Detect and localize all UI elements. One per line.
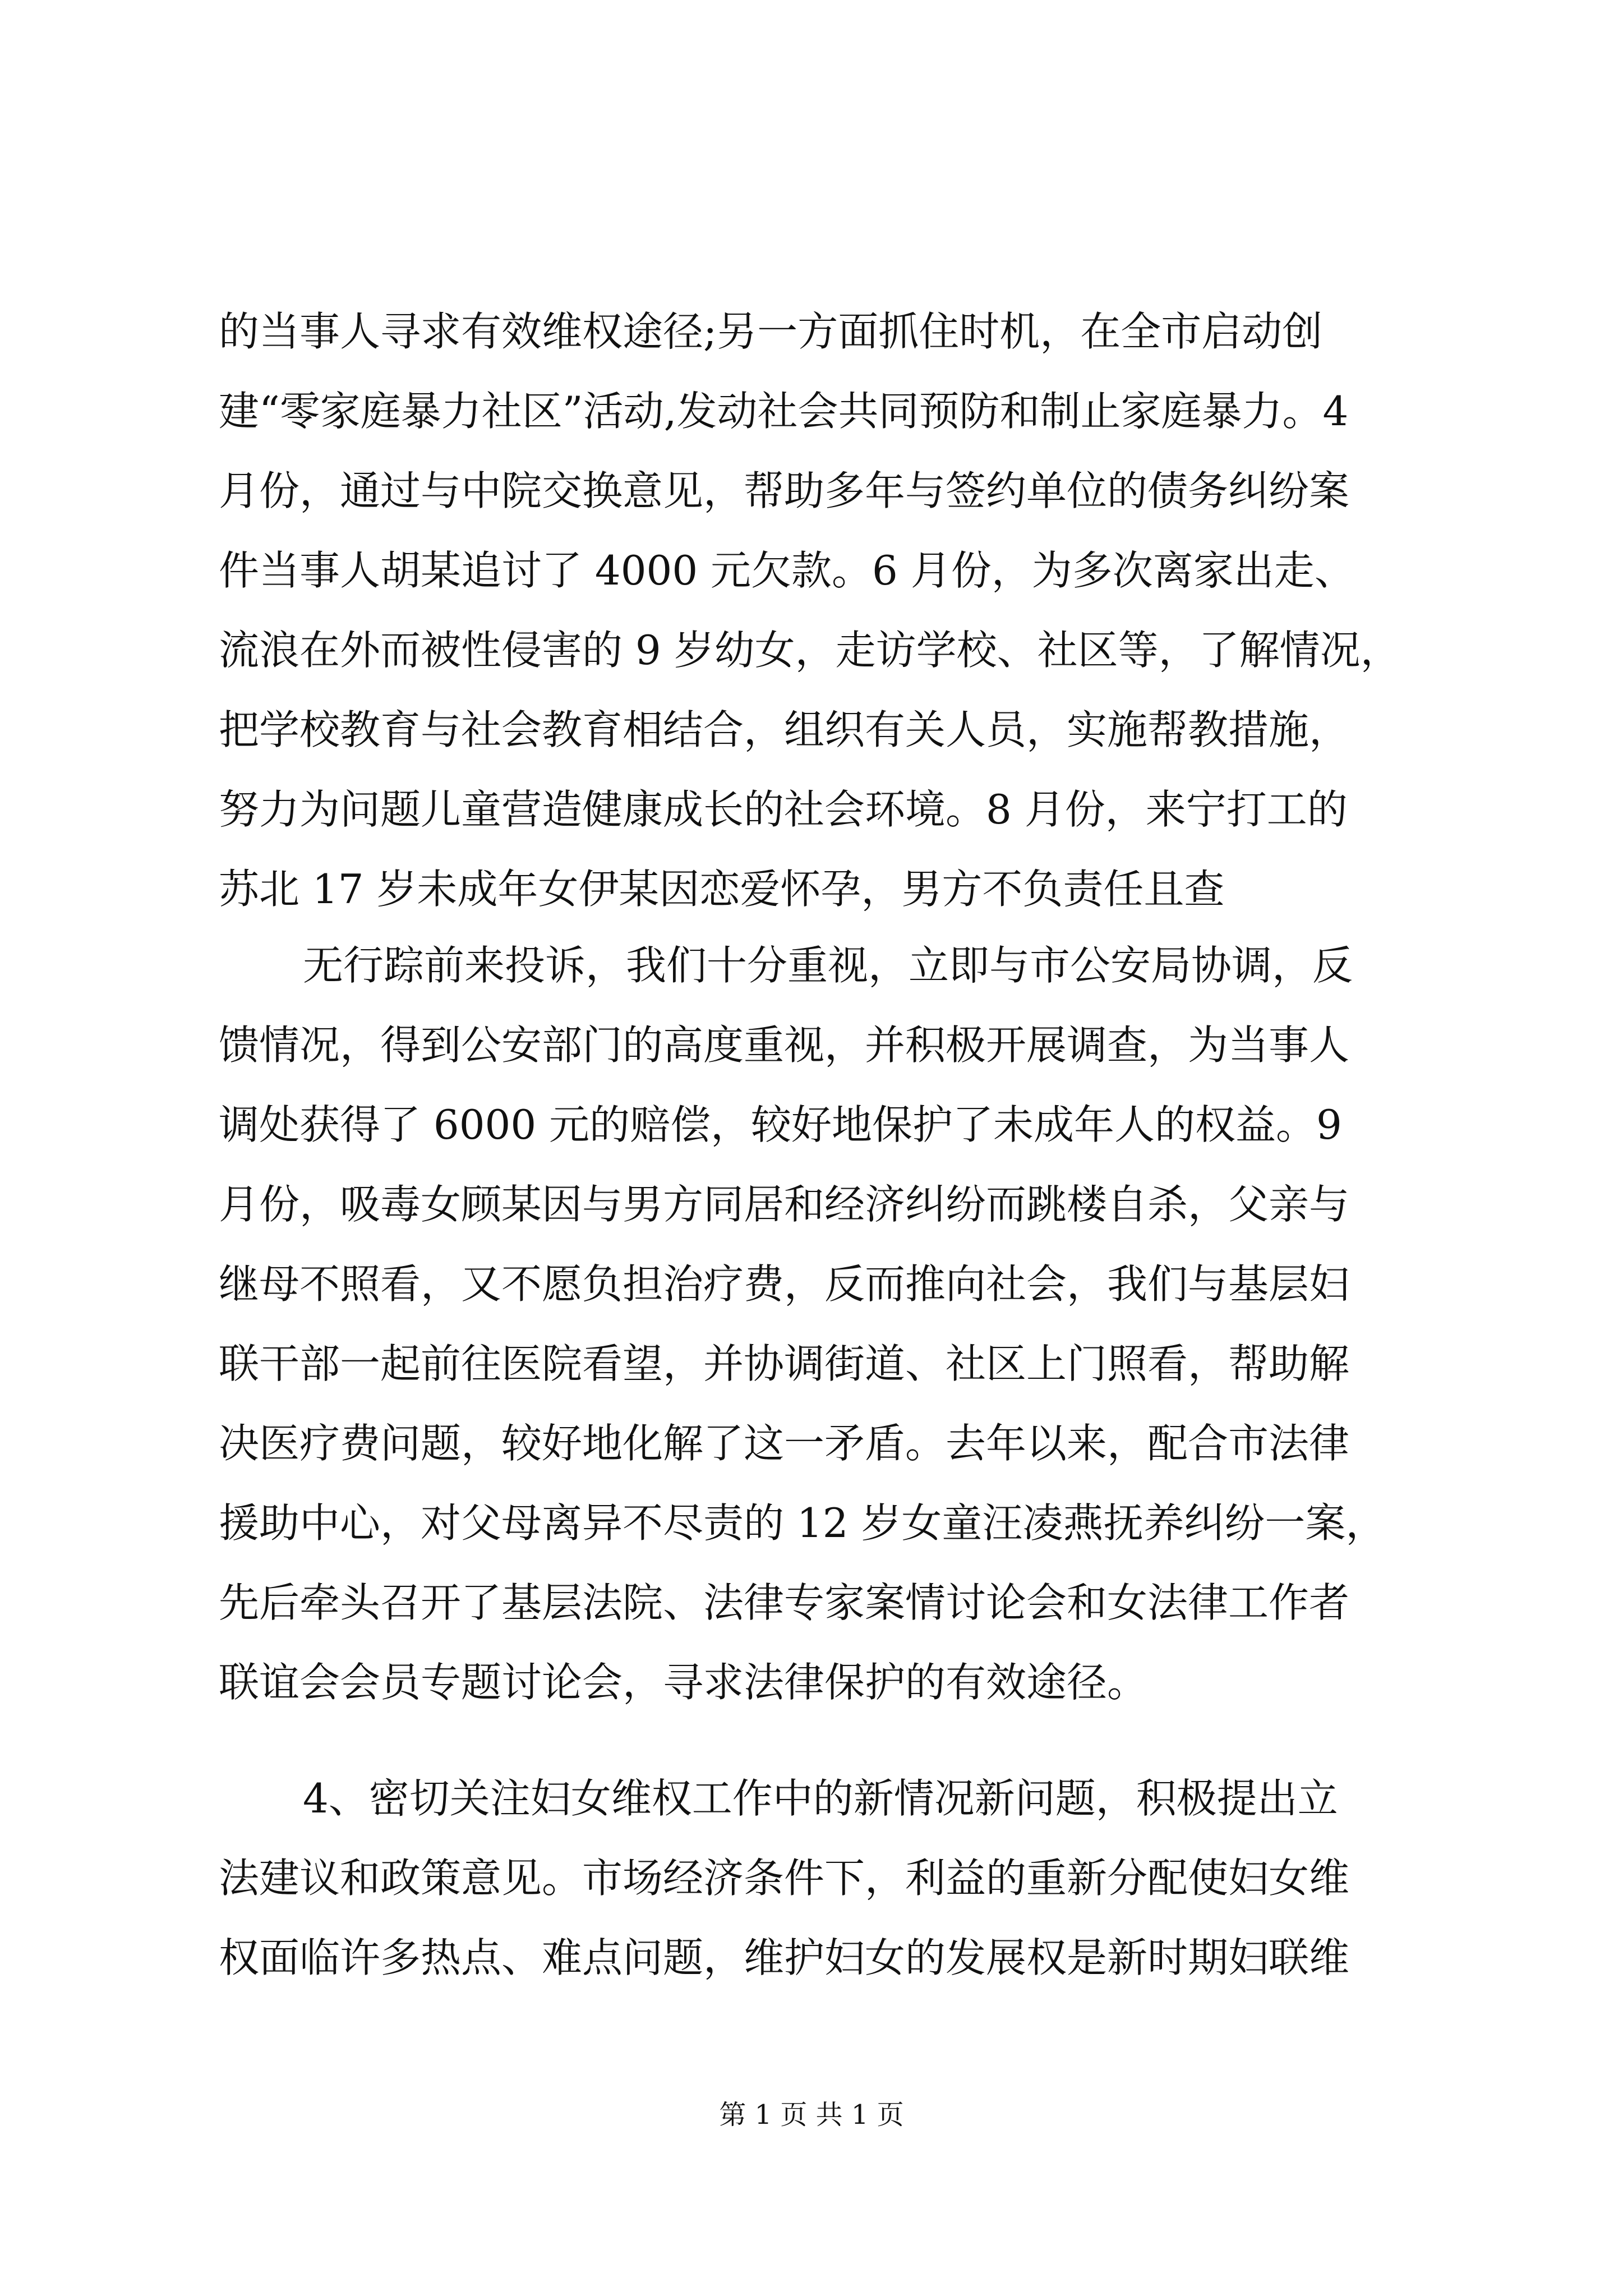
page-footer: 第 1 页 共 1 页: [719, 2099, 904, 2131]
paragraph-line: 联谊会会员专题讨论会，寻求法律保护的有效途径。: [219, 1659, 1148, 1706]
paragraph-line: 把学校教育与社会教育相结合，组织有关人员，实施帮教措施，: [219, 706, 1350, 753]
paragraph-line: 法建议和政策意见。市场经济条件下，利益的重新分配使妇女维: [219, 1855, 1350, 1902]
paragraph-line: 联干部一起前往医院看望，并协调街道、社区上门照看，帮助解: [219, 1340, 1350, 1387]
paragraph-line: 努力为问题儿童营造健康成长的社会环境。8 月份，来宁打工的: [219, 786, 1348, 833]
paragraph-line: 月份，通过与中院交换意见，帮助多年与签约单位的债务纠纷案: [219, 467, 1350, 514]
paragraph-line: 先后牵头召开了基层法院、法律专家案情讨论会和女法律工作者: [219, 1579, 1350, 1626]
paragraph-line: 继母不照看，又不愿负担治疗费，反而推向社会，我们与基层妇: [219, 1260, 1350, 1308]
paragraph-line: 无行踪前来投诉，我们十分重视，立即与市公安局协调，反: [303, 942, 1353, 989]
paragraph-line: 权面临许多热点、难点问题，维护妇女的发展权是新时期妇联维: [219, 1934, 1350, 1981]
paragraph-line: 件当事人胡某追讨了 4000 元欠款。6 月份，为多次离家出走、: [219, 547, 1355, 594]
paragraph-line: 流浪在外而被性侵害的 9 岁幼女，走访学校、社区等，了解情况，: [219, 627, 1401, 674]
paragraph-line: 的当事人寻求有效维权途径;另一方面抓住时机，在全市启动创: [219, 308, 1323, 355]
paragraph-1: [219, 292, 1410, 929]
paragraph-line: 月份，吸毒女顾某因与男方同居和经济纠纷而跳楼自杀，父亲与: [219, 1181, 1350, 1228]
paragraph-line: 决医疗费问题，较好地化解了这一矛盾。去年以来，配合市法律: [219, 1420, 1350, 1467]
paragraph-2: [219, 926, 1410, 1722]
paragraph-line: 调处获得了 6000 元的赔偿，较好地保护了未成年人的权益。9: [219, 1101, 1342, 1148]
paragraph-line: 4、密切关注妇女维权工作中的新情况新问题，积极提出立: [303, 1775, 1338, 1822]
paragraph-line: 苏北 17 岁未成年女伊某因恋爱怀孕，男方不负责任且查: [219, 866, 1225, 913]
paragraph-line: 建“零家庭暴力社区”活动,发动社会共同预防和制止家庭暴力。4: [219, 388, 1349, 435]
paragraph-line: 援助中心，对父母离异不尽责的 12 岁女童汪凌燕抚养纠纷一案，: [219, 1499, 1386, 1547]
paragraph-line: 馈情况，得到公安部门的高度重视，并积极开展调查，为当事人: [219, 1022, 1350, 1069]
paragraph-3: [219, 1759, 1410, 1998]
